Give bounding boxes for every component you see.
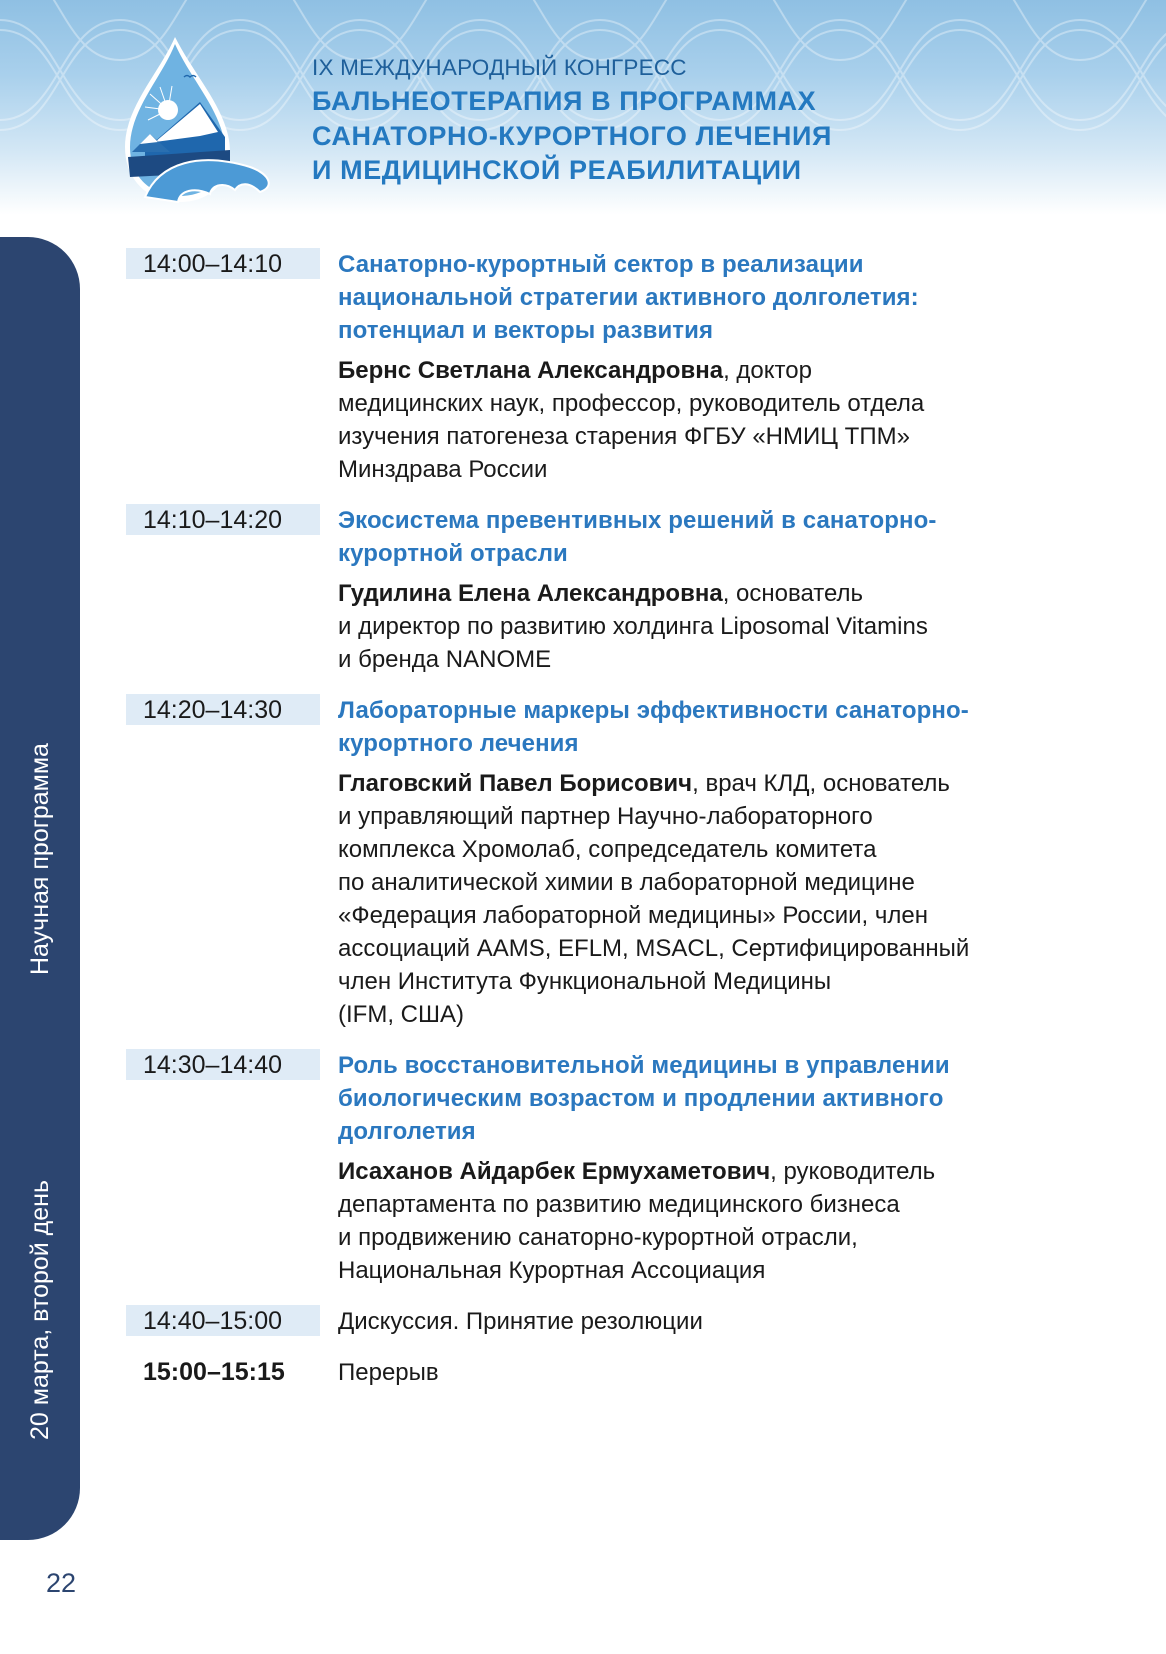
speaker-info	[338, 354, 1056, 486]
congress-subtitle: IX МЕЖДУНАРОДНЫЙ КОНГРЕСС	[312, 55, 687, 80]
speaker-role: ассоциаций AAMS, EFLM, MSACL, Сертифицированный	[338, 935, 970, 962]
speaker-info	[338, 767, 1056, 1031]
speaker-role: член Института Функциональной Медицины	[338, 968, 832, 995]
speaker-info	[338, 1155, 1056, 1287]
time-badge: 14:40–15:00	[126, 1305, 320, 1336]
page-header	[0, 0, 1166, 215]
speaker-role: «Федерация лабораторной медицины» России, член	[338, 902, 928, 929]
talk-title-line: Роль восстановительной медицины в управлении	[338, 1052, 950, 1079]
talk-title	[338, 504, 1056, 570]
talk-title-line: курортной отрасли	[338, 540, 568, 567]
schedule-item	[126, 1049, 1056, 1287]
speaker-role: , врач КЛД, основатель	[692, 770, 950, 797]
talk-title	[338, 694, 1056, 760]
speaker-name: Исаханов Айдарбек Ермухаметович	[338, 1158, 771, 1185]
congress-title-line-2: САНАТОРНО-КУРОРТНОГО ЛЕЧЕНИЯ	[312, 120, 833, 151]
schedule-item	[126, 504, 1056, 676]
speaker-role: (IFM, США)	[338, 1001, 464, 1028]
talk-title	[338, 1049, 1056, 1148]
speaker-role: комплекса Хромолаб, сопредседатель комитета	[338, 836, 877, 863]
speaker-role: по аналитической химии в лабораторной медицине	[338, 869, 915, 896]
water-drop-mountain-logo	[100, 32, 280, 207]
speaker-role: Минздрава России	[338, 456, 548, 483]
congress-title-line-1: БАЛЬНЕОТЕРАПИЯ В ПРОГРАММАХ	[312, 86, 817, 116]
schedule-item	[126, 694, 1056, 1031]
schedule-list	[126, 248, 1056, 1407]
talk-title-line: курортного лечения	[338, 730, 579, 757]
time-badge: 14:20–14:30	[126, 694, 320, 725]
speaker-role: изучения патогенеза старения ФГБУ «НМИЦ ТПМ»	[338, 423, 910, 450]
schedule-item-content	[338, 1305, 1056, 1338]
page-number: 22	[46, 1568, 77, 1598]
session-label: Перерыв	[338, 1359, 439, 1386]
talk-title-line: национальной стратегии активного долголетия:	[338, 284, 919, 311]
speaker-name: Бернс Светлана Александровна	[338, 357, 724, 384]
schedule-item-content	[338, 504, 1056, 676]
talk-title-line: Экосистема превентивных решений в санаторно-	[338, 507, 937, 534]
speaker-info	[338, 577, 1056, 676]
schedule-item	[126, 248, 1056, 486]
schedule-item-break	[126, 1356, 1056, 1389]
session-label: Дискуссия. Принятие резолюции	[338, 1308, 703, 1335]
time-label: 15:00–15:15	[143, 1358, 285, 1386]
time-badge: 14:30–14:40	[126, 1049, 320, 1080]
section-label: Научная программа	[26, 743, 54, 975]
speaker-role: медицинских наук, профессор, руководитель отдела	[338, 390, 925, 417]
congress-title	[312, 52, 832, 188]
date-label: 20 марта, второй день	[26, 1179, 54, 1440]
speaker-role: , основатель	[722, 580, 864, 607]
time-badge: 14:10–14:20	[126, 504, 320, 535]
schedule-item-content	[338, 1356, 1056, 1389]
speaker-role: Национальная Курортная Ассоциация	[338, 1257, 766, 1284]
talk-title-line: биологическим возрастом и продлении активного	[338, 1085, 944, 1112]
schedule-item-content	[338, 248, 1056, 486]
talk-title-line: долголетия	[338, 1118, 476, 1145]
talk-title-line: Санаторно-курортный сектор в реализации	[338, 251, 864, 278]
schedule-item-content	[338, 694, 1056, 1031]
speaker-name: Гудилина Елена Александровна	[338, 580, 723, 607]
speaker-name: Глаговский Павел Борисович	[338, 770, 693, 797]
speaker-role: и директор по развитию холдинга Liposomal Vitamins	[338, 613, 928, 640]
speaker-role: департамента по развитию медицинского бизнеса	[338, 1191, 900, 1218]
time-badge: 14:00–14:10	[126, 248, 320, 279]
speaker-role: и управляющий партнер Научно-лабораторного	[338, 803, 873, 830]
speaker-role: , руководитель	[770, 1158, 936, 1185]
speaker-role: и бренда NANOME	[338, 646, 552, 673]
speaker-role: , доктор	[723, 357, 812, 384]
congress-title-line-3: И МЕДИЦИНСКОЙ РЕАБИЛИТАЦИИ	[312, 155, 802, 185]
speaker-role: и продвижению санаторно-курортной отрасли,	[338, 1224, 858, 1251]
schedule-item-discussion	[126, 1305, 1056, 1338]
talk-title-line: потенциал и векторы развития	[338, 317, 714, 344]
talk-title	[338, 248, 1056, 347]
schedule-item-content	[338, 1049, 1056, 1287]
talk-title-line: Лабораторные маркеры эффективности санаторно-	[338, 697, 969, 724]
